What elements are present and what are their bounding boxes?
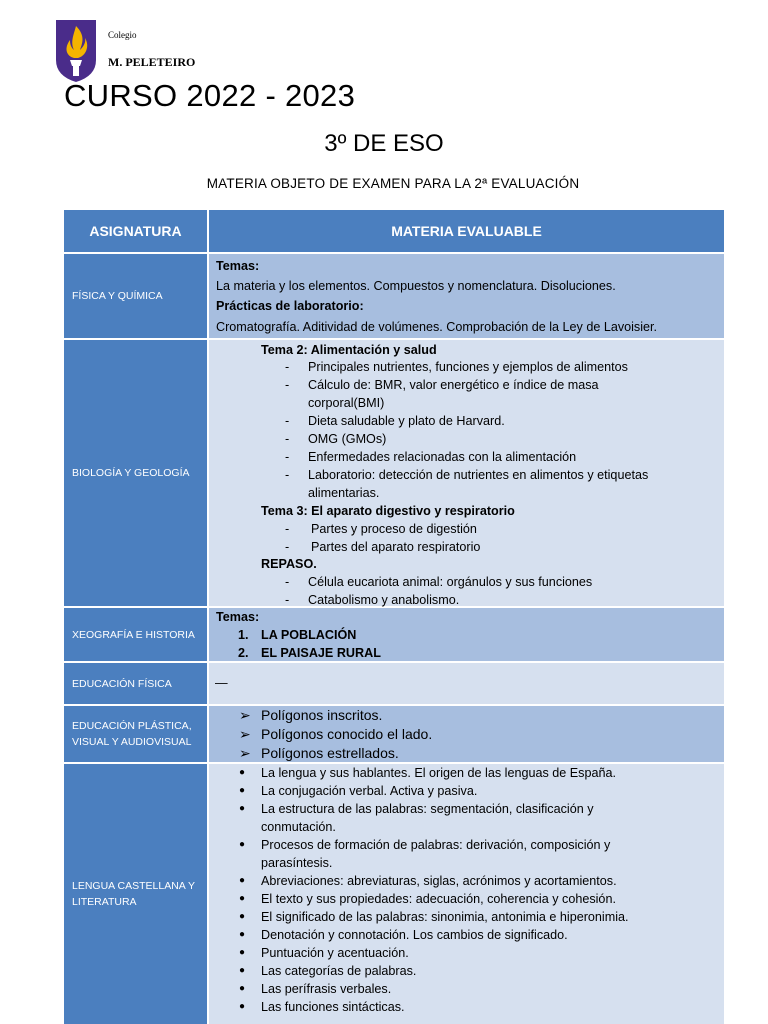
list-item: Las funciones sintácticas.	[261, 1000, 405, 1014]
bullet-icon: ●	[239, 983, 246, 994]
topic-heading: Tema 3: El aparato digestivo y respiratorio	[261, 504, 515, 518]
content-line: La materia y los elementos. Compuestos y nomenclatura. Disoluciones.	[216, 279, 616, 293]
column-header-subject: ASIGNATURA	[64, 210, 207, 252]
table-row-lengua	[64, 764, 724, 1024]
list-item: Principales nutrientes, funciones y ejemplos de alimentos	[308, 360, 628, 374]
list-item: Abreviaciones: abreviaturas, siglas, acrónimos y acortamientos.	[261, 874, 617, 888]
bullet-icon: ●	[239, 875, 246, 886]
content-cell: Tema 2: Alimentación y salud - Principales nutrientes, funciones y ejemplos de alimentos - Cálculo de: BMR, valor energético e índice de masa corporal(BMI) - Dieta saludable y plato de Harvard. - OMG (GMOs) - Enfermedades relacionadas con la alimentación - Laboratorio: detección de nutrientes en alimentos y etiquetas alimentarias. Tema 3: El aparato digestivo y respiratorio - Partes y proceso de digestión - Partes del aparato respiratorio REPASO. - Célula eucariota animal: orgánulos y sus funciones - Catabolismo y anabolismo.	[209, 340, 724, 606]
table-row-edfisica	[64, 663, 724, 704]
content-line: Cromatografía. Aditividad de volúmenes. Comprobación de la Ley de Lavoisier.	[216, 320, 658, 334]
list-item: Las categorías de palabras.	[261, 964, 417, 978]
table-row-plastica	[64, 706, 724, 762]
list-item: Polígonos inscritos.	[261, 707, 383, 723]
list-number: 2.	[238, 646, 249, 660]
subject-line: VISUAL Y AUDIOVISUAL	[72, 736, 192, 748]
list-item: EL PAISAJE RURAL	[261, 646, 381, 660]
list-item: Catabolismo y anabolismo.	[308, 593, 460, 607]
table-row-fisica	[64, 254, 724, 338]
list-item: Denotación y connotación. Los cambios de significado.	[261, 928, 568, 942]
column-header-content: MATERIA EVALUABLE	[209, 210, 724, 252]
list-item: Dieta saludable y plato de Harvard.	[308, 414, 505, 428]
course-title: CURSO 2022 - 2023	[64, 78, 356, 113]
bullet-icon: ●	[239, 767, 246, 778]
bullet-icon: ●	[239, 839, 246, 850]
list-item: La lengua y sus hablantes. El origen de las lenguas de España.	[261, 766, 616, 780]
subject-cell	[64, 706, 207, 762]
content-cell	[209, 608, 724, 661]
bullet-icon: ●	[239, 803, 246, 814]
list-item: Laboratorio: detección de nutrientes en alimentos y etiquetas	[308, 468, 649, 482]
list-item: La estructura de las palabras: segmentación, clasificación y	[261, 802, 594, 816]
list-item: Célula eucariota animal: orgánulos y sus funciones	[308, 575, 593, 589]
list-item: Procesos de formación de palabras: derivación, composición y	[261, 838, 611, 852]
list-item: Partes y proceso de digestión	[311, 522, 477, 536]
list-item-continued: alimentarias.	[308, 486, 380, 500]
content-cell	[209, 663, 724, 704]
list-item: El texto y sus propiedades: adecuación, coherencia y cohesión.	[261, 892, 616, 906]
topics-label: Temas:	[216, 610, 260, 624]
subject-cell: XEOGRAFÍA E HISTORIA	[64, 608, 207, 661]
content-cell	[209, 254, 724, 338]
subject-cell: BIOLOGÍA Y GEOLOGÍA	[64, 340, 207, 606]
list-item: Cálculo de: BMR, valor energético e índice de masa	[308, 378, 599, 392]
subject-cell: FÍSICA Y QUÍMICA	[64, 254, 207, 338]
list-item: Puntuación y acentuación.	[261, 946, 409, 960]
bullet-icon: ●	[239, 785, 246, 796]
list-item-continued: parasíntesis.	[261, 856, 333, 870]
review-heading: REPASO.	[261, 557, 317, 571]
content-cell	[209, 706, 724, 762]
list-item: Enfermedades relacionadas con la alimentación	[308, 450, 577, 464]
list-item-continued: corporal(BMI)	[308, 396, 385, 410]
list-item: Las perífrasis verbales.	[261, 982, 392, 996]
bullet-icon: ●	[239, 893, 246, 904]
topics-label: Temas:	[216, 259, 260, 273]
grade-title: 3º DE ESO	[324, 130, 444, 157]
bullet-icon: ●	[239, 1001, 246, 1012]
empty-value: —	[215, 676, 228, 690]
bullet-icon: ●	[239, 911, 246, 922]
list-number: 1.	[238, 628, 249, 642]
subject-line: LENGUA CASTELLANA Y	[72, 880, 195, 892]
table-row-biologia	[64, 340, 724, 606]
subject-line: EDUCACIÓN PLÁSTICA,	[72, 720, 192, 732]
list-item: El significado de las palabras: sinonimia, antonimia e hiperonimia.	[261, 910, 629, 924]
subject-cell: EDUCACIÓN FÍSICA	[64, 663, 207, 704]
arrow-bullet-icon: ➢	[239, 726, 251, 742]
list-item: LA POBLACIÓN	[261, 628, 357, 642]
list-item: Polígonos conocido el lado.	[261, 726, 433, 742]
exam-subtitle: MATERIA OBJETO DE EXAMEN PARA LA 2ª EVALUACIÓN	[206, 176, 580, 191]
list-item: OMG (GMOs)	[308, 432, 387, 446]
bullet-icon: ●	[239, 965, 246, 976]
table-row-xeografia	[64, 608, 724, 661]
topic-heading: Tema 2: Alimentación y salud	[261, 343, 437, 357]
list-item: Polígonos estrellados.	[261, 745, 399, 761]
content-cell	[209, 764, 724, 1024]
list-item: Partes del aparato respiratorio	[311, 540, 481, 554]
list-item: La conjugación verbal. Activa y pasiva.	[261, 784, 478, 798]
lab-label: Prácticas de laboratorio:	[216, 299, 364, 313]
school-label: Colegio	[108, 30, 137, 40]
bullet-icon: ●	[239, 929, 246, 940]
arrow-bullet-icon: ➢	[239, 707, 251, 723]
subject-cell	[64, 764, 207, 1024]
torch-shield-icon	[56, 20, 96, 82]
bullet-icon: ●	[239, 947, 246, 958]
school-name: M. PELETEIRO	[108, 55, 196, 69]
table-header	[64, 210, 724, 252]
subject-line: LITERATURA	[72, 896, 137, 908]
arrow-bullet-icon: ➢	[239, 745, 251, 761]
list-item-continued: conmutación.	[261, 820, 336, 834]
